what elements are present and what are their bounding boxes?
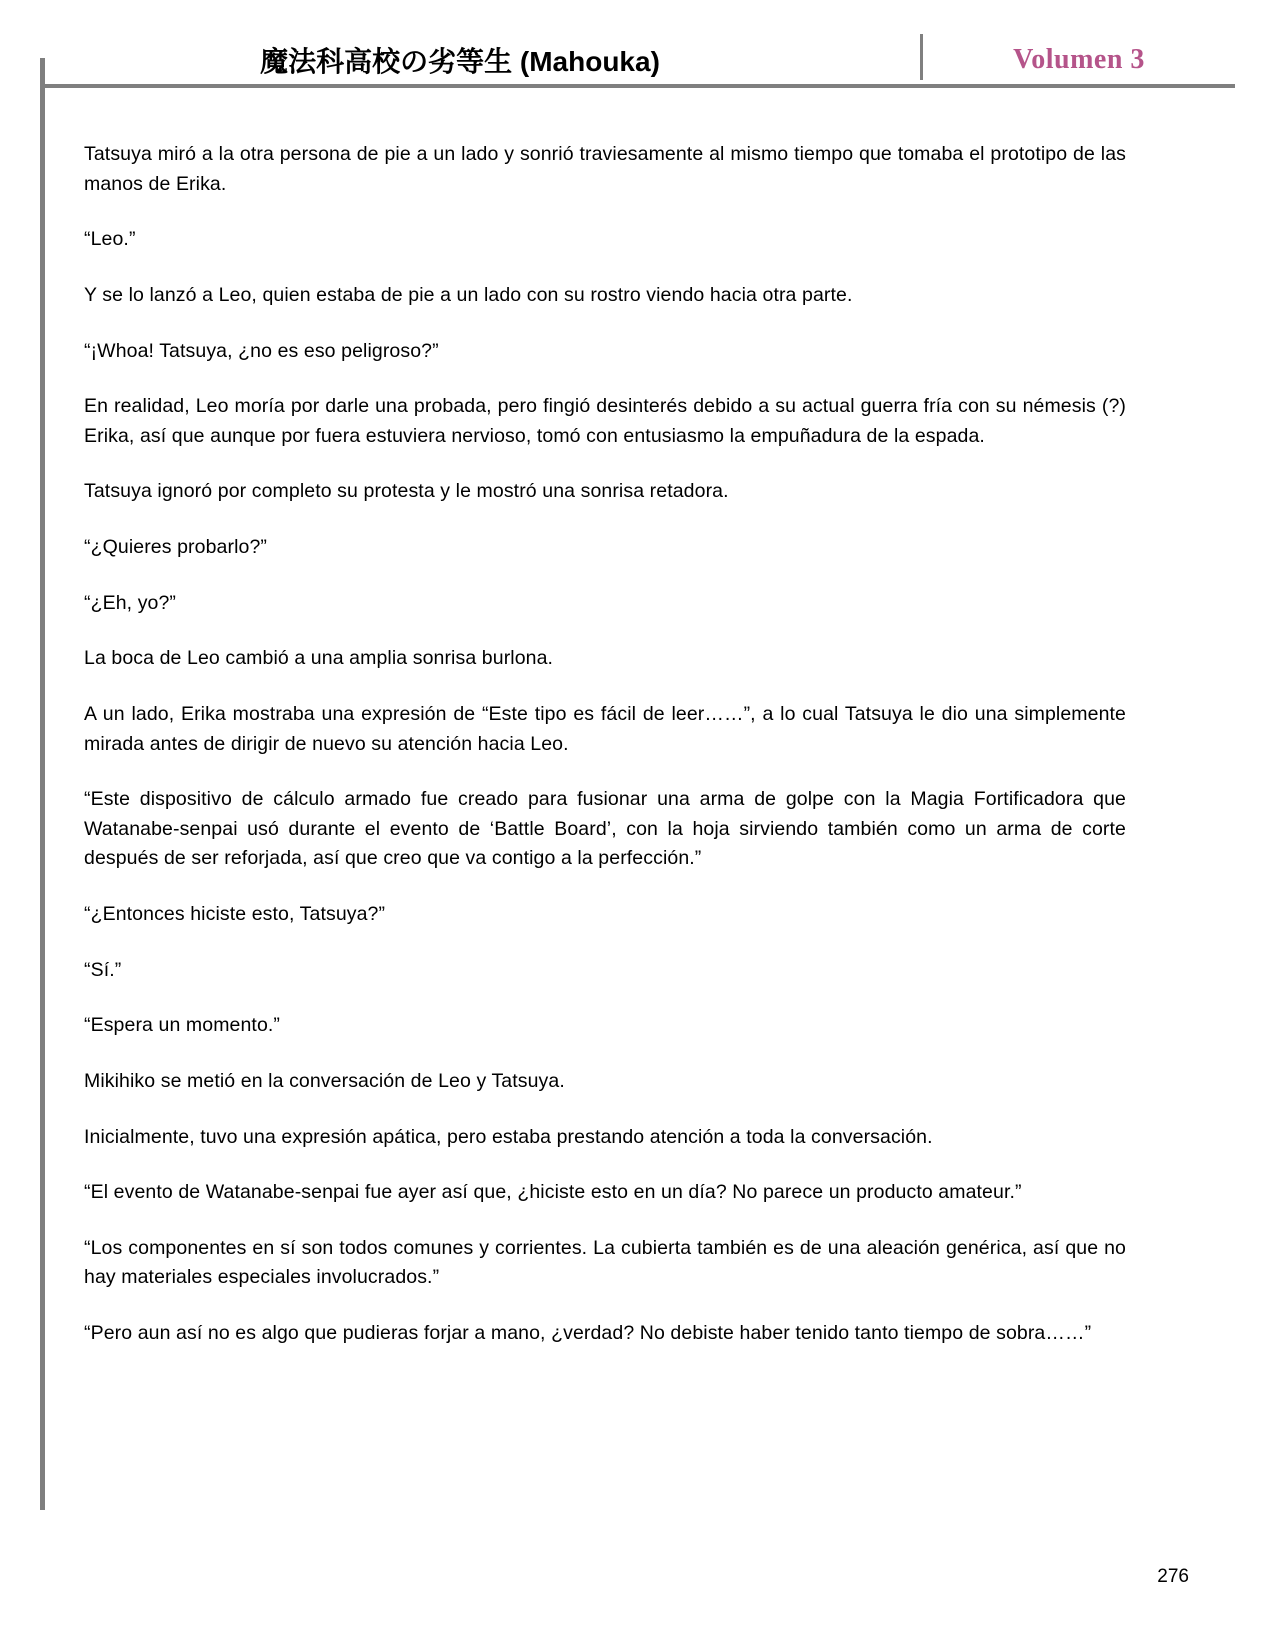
paragraph: “¡Whoa! Tatsuya, ¿no es eso peligroso?” [84,339,439,362]
header-rule [40,84,1235,88]
paragraph: “¿Quieres probarlo?” [84,536,267,558]
paragraph: Y se lo lanzó a Leo, quien estaba de pie a un lado con su rostro viendo hacia otra parte. [84,283,853,306]
paragraph: “¿Eh, yo?” [84,591,177,614]
paragraph: Inicialmente, tuvo una expresión apática, pero estaba prestando atención a toda la conversación. [84,1125,933,1148]
page-header [0,26,1275,88]
paragraph: Mikihiko se metió en la conversación de Leo y Tatsuya. [84,1069,565,1092]
header-title-latin: (Mahouka) [512,46,660,77]
body-text [84,140,1126,1349]
header-inner [0,26,1275,82]
paragraph: A un lado, Erika mostraba una expresión de “Este tipo es fácil de leer……”, a lo cual Tatsuya le dio una simplemente mirada antes de dirigir de nuevo su atención hacia Leo. [84,702,1126,755]
left-margin-bar [40,58,45,1510]
paragraph: “¿Entonces hiciste esto, Tatsuya?” [84,903,386,925]
paragraph: Tatsuya ignoró por completo su protesta y le mostró una sonrisa retadora. [84,480,729,503]
page-number: 276 [1157,1566,1189,1587]
paragraph: Tatsuya miró a la otra persona de pie a un lado y sonrió traviesamente al mismo tiempo que tomaba el prototipo de las manos de Erika. [84,143,1126,195]
paragraph: “Leo.” [84,228,136,251]
header-volume: Volumen 3 [1013,44,1145,75]
paragraph: “Los componentes en sí son todos comunes y corrientes. La cubierta también es de una aleación genérica, así que no hay materiales especiales involucrados.” [84,1236,1126,1289]
header-title-japanese: 魔法科高校の劣等生 [260,45,513,78]
paragraph: “Este dispositivo de cálculo armado fue creado para fusionar una arma de golpe con la Magia Fortificadora que Watanabe-senpai usó durante el evento de ‘Battle Board’, con la hoja sirviendo también como un arma de corte después de ser reforjada, así que creo que va contigo a la perfección.” [84,788,1126,870]
paragraph: “Espera un momento.” [84,1014,281,1037]
paragraph: La boca de Leo cambió a una amplia sonrisa burlona. [84,647,554,670]
paragraph: “Sí.” [84,958,122,981]
paragraph: “Pero aun así no es algo que pudieras forjar a mano, ¿verdad? No debiste haber tenido tanto tiempo de sobra……” [84,1322,1092,1344]
paragraph: En realidad, Leo moría por darle una probada, pero fingió desinterés debido a su actual guerra fría con su némesis (?) Erika, así que aunque por fuera estuviera nervioso, tomó con entusiasmo la empuñadura de la espada. [84,395,1126,447]
header-title [0,45,920,82]
paragraph: “El evento de Watanabe-senpai fue ayer así que, ¿hiciste esto en un día? No parece un producto amateur.” [84,1181,1022,1204]
